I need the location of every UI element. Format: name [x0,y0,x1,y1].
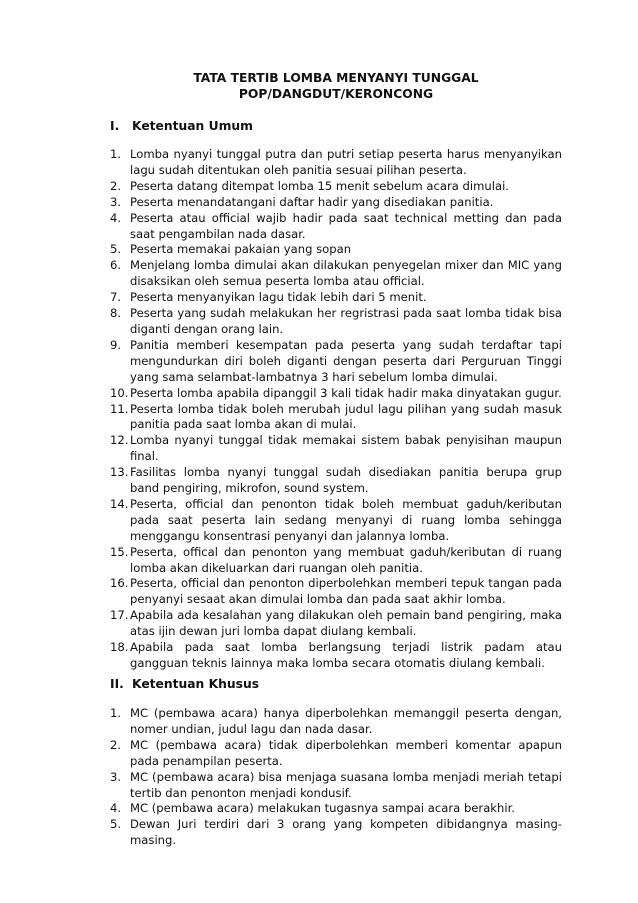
item-number: 12. [110,433,129,448]
item-text: Peserta, official dan penonton diperbolehkan memberi tepuk tangan pada penyanyi sesaat akan dimulai lomba dan pada saat akhir lomba. [130,576,562,607]
item-number: 16. [110,576,129,591]
list-item [110,801,562,817]
item-text: Peserta lomba tidak boleh merubah judul lagu pilihan yang sudah masuk panitia pada saat lomba akan di mulai. [130,401,562,432]
list-item [110,706,562,738]
item-text: Peserta atau official wajib hadir pada saat technical metting dan pada saat pengambilan nada dasar. [130,210,562,241]
list-item [110,242,562,258]
item-number: 14. [110,496,129,511]
list-item [110,433,562,465]
title-line-2: POP/DANGDUT/KERONCONG [238,87,434,101]
item-text: Peserta, official dan penonton tidak boleh membuat gaduh/keributan pada saat peserta lain sedang menyanyi di ruang lomba sehingga menggangu konsentrasi penyanyi dan jalannya lomba. [130,496,562,543]
item-number: 1. [110,147,122,161]
item-number: 4. [110,210,122,225]
section-title: Ketentuan Khusus [132,677,260,691]
list-item [110,195,562,211]
item-text: Apabila ada kesalahan yang dilakukan oleh pemain band pengiring, maka atas ijin dewan juri lomba dapat diulang kembali. [130,608,562,639]
list-item [110,817,562,849]
item-number: 2. [110,178,122,193]
list-item [110,576,562,608]
item-number: 4. [110,801,122,816]
item-number: 2. [110,737,122,752]
list-item [110,497,562,545]
title-line-1: TATA TERTIB LOMBA MENYANYI TUNGGAL [193,71,479,85]
item-text: Lomba nyanyi tunggal putra dan putri setiap peserta harus menyanyikan lagu sudah ditentukan oleh panitia sesuai pilihan peserta. [130,147,562,177]
list-item [110,147,562,179]
item-number: 9. [110,337,122,352]
item-text: Peserta menyanyikan lagu tidak lebih dari 5 menit. [130,290,427,305]
item-text: Apabila pada saat lomba berlangsung terjadi listrik padam atau gangguan teknis lainnya maka lomba secara otomatis diulang kembali. [130,640,562,670]
item-text: Peserta lomba apabila dipanggil 3 kali tidak hadir maka dinyatakan gugur. [130,385,562,400]
item-number: 13. [110,465,129,480]
item-text: Menjelang lomba dimulai akan dilakukan penyegelan mixer dan MIC yang disaksikan oleh semua peserta lomba atau official. [130,258,562,289]
item-text: MC (pembawa acara) tidak diperbolehkan memberi komentar apapun pada penampilan peserta. [130,737,562,768]
item-text: Peserta, offical dan penonton yang membuat gaduh/keributan di ruang lomba akan dikeluarkan dari ruangan oleh panitia. [130,544,562,575]
list-item [110,211,562,243]
item-text: Peserta menandatangani daftar hadir yang disediakan panitia. [130,194,494,209]
item-number: 18. [110,640,129,655]
item-text: Fasilitas lomba nyanyi tunggal sudah disediakan panitia berupa grup band pengiring, mikrofon, sound system. [130,465,562,496]
item-text: MC (pembawa acara) hanya diperbolehkan memanggil peserta dengan, nomer undian, judul lagu dan nada dasar. [130,706,562,736]
item-number: 3. [110,194,122,209]
rules-list-umum [110,147,562,672]
section-number: II. [110,677,124,691]
item-number: 11. [110,401,129,416]
item-number: 10. [110,385,129,400]
section-heading-ketentuan-umum [110,118,253,134]
list-item [110,640,562,672]
item-text: Peserta datang ditempat lomba 15 menit sebelum acara dimulai. [130,178,509,193]
rules-list-khusus [110,706,562,849]
list-item [110,770,562,802]
list-item [110,306,562,338]
item-text: MC (pembawa acara) melakukan tugasnya sampai acara berakhir. [130,801,515,816]
list-item [110,290,562,306]
list-item [110,545,562,577]
item-number: 15. [110,544,129,559]
item-text: Panitia memberi kesempatan pada peserta yang sudah terdaftar tapi mengundurkan diri boleh diganti dengan peserta dari Perguruan Tinggi yang sama selambat-lambatnya 3 hari sebelum lomba dimulai. [130,337,562,384]
item-number: 5. [110,817,122,832]
list-item [110,608,562,640]
list-item [110,465,562,497]
item-number: 6. [110,258,122,273]
item-text: Dewan Juri terdiri dari 3 orang yang kompeten dibidangnya masing-masing. [130,817,562,848]
list-item [110,258,562,290]
document-title [110,70,562,102]
item-number: 7. [110,290,122,305]
section-number: I. [110,119,120,133]
list-item [110,738,562,770]
item-text: Peserta yang sudah melakukan her regristrasi pada saat lomba tidak bisa diganti dengan orang lain. [130,306,562,336]
item-text: Lomba nyanyi tunggal tidak memakai sistem babak penyisihan maupun final. [130,433,562,464]
item-number: 1. [110,706,122,720]
list-item [110,386,562,402]
item-number: 3. [110,769,122,784]
list-item [110,402,562,434]
list-item [110,179,562,195]
item-number: 8. [110,306,122,321]
section-heading-ketentuan-khusus [110,676,259,692]
item-text: Peserta memakai pakaian yang sopan [130,242,352,257]
section-title: Ketentuan Umum [132,119,253,133]
list-item [110,338,562,386]
item-number: 5. [110,242,122,257]
item-number: 17. [110,608,129,623]
item-text: MC (pembawa acara) bisa menjaga suasana lomba menjadi meriah tetapi tertib dan penonton menjadi kondusif. [130,769,562,800]
